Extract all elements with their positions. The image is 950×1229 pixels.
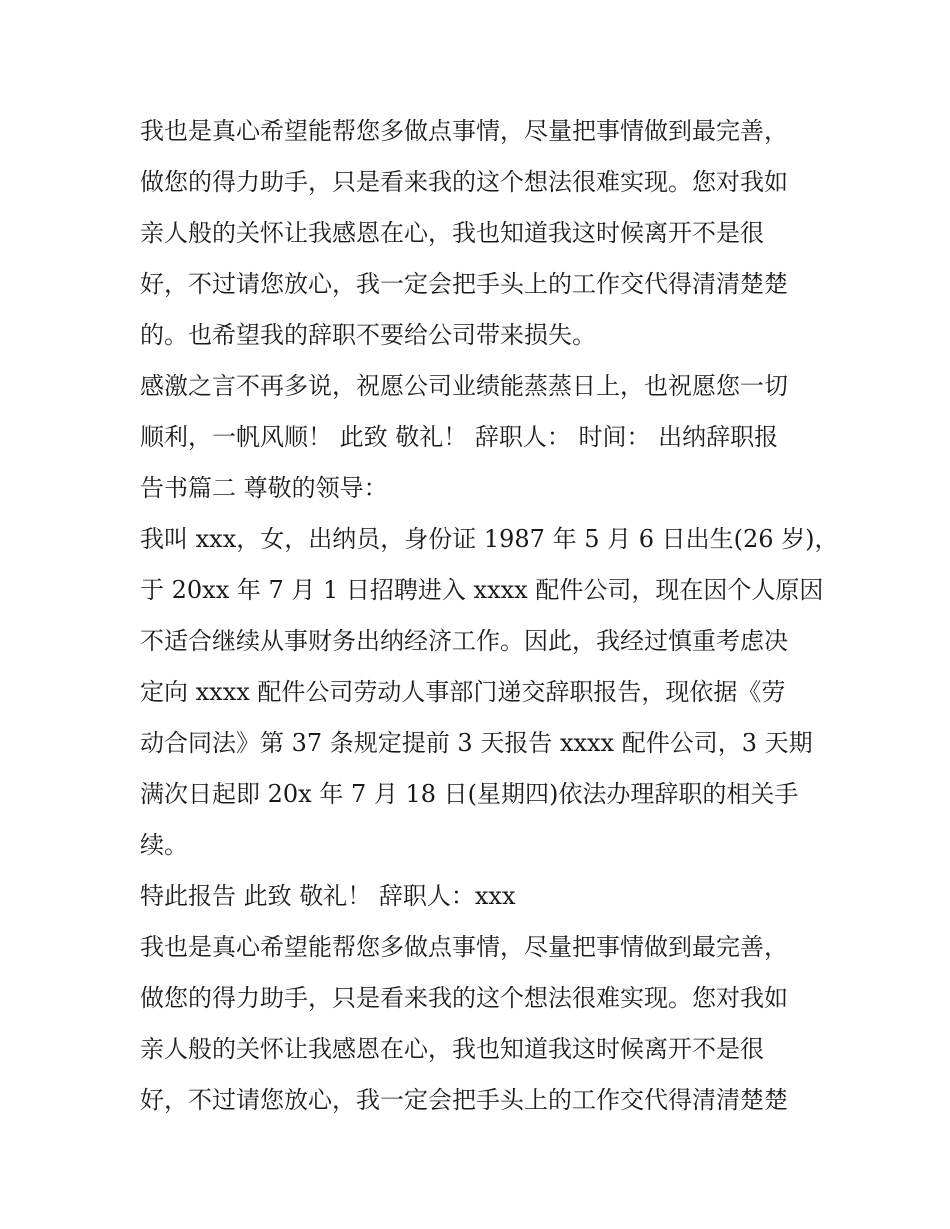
text-line: 感激之言不再多说，祝愿公司业绩能蒸蒸日上，也祝愿您一切 [140, 372, 788, 400]
text-line: 亲人般的关怀让我感恩在心，我也知道我这时候离开不是很 [140, 219, 764, 247]
text-line: 做您的得力助手，只是看来我的这个想法很难实现。您对我如 [140, 168, 788, 196]
text-line: 好，不过请您放心，我一定会把手头上的工作交代得清清楚楚 [140, 270, 788, 298]
text-line: 顺利，一帆风顺！ 此致 敬礼！ 辞职人： 时间： 出纳辞职报 [140, 423, 779, 451]
text-line: 亲人般的关怀让我感恩在心，我也知道我这时候离开不是很 [140, 1035, 764, 1063]
text-line: 于 20xx 年 7 月 1 日招聘进入 xxxx 配件公司，现在因个人原因 [140, 576, 824, 604]
text-line: 我也是真心希望能帮您多做点事情，尽量把事情做到最完善， [140, 933, 788, 961]
document-body [140, 106, 839, 1126]
text-line: 定向 xxxx 配件公司劳动人事部门递交辞职报告，现依据《劳 [140, 678, 786, 706]
text-line: 续。 [140, 831, 188, 859]
text-line: 的。也希望我的辞职不要给公司带来损失。 [140, 321, 596, 349]
text-line: 动合同法》第 37 条规定提前 3 天报告 xxxx 配件公司，3 天期 [140, 729, 813, 757]
text-line: 告书篇二 尊敬的领导： [140, 474, 388, 502]
text-line: 满次日起即 20x 年 7 月 18 日(星期四)依法办理辞职的相关手 [140, 780, 799, 808]
text-line: 不适合继续从事财务出纳经济工作。因此，我经过慎重考虑决 [140, 627, 788, 655]
text-line: 我也是真心希望能帮您多做点事情，尽量把事情做到最完善， [140, 117, 788, 145]
text-line: 我叫 xxx，女，出纳员，身份证 1987 年 5 月 6 日出生(26 岁)， [140, 525, 839, 553]
text-line: 好，不过请您放心，我一定会把手头上的工作交代得清清楚楚 [140, 1086, 788, 1114]
text-line: 特此报告 此致 敬礼！ 辞职人：xxx [140, 882, 516, 910]
text-line: 做您的得力助手，只是看来我的这个想法很难实现。您对我如 [140, 984, 788, 1012]
